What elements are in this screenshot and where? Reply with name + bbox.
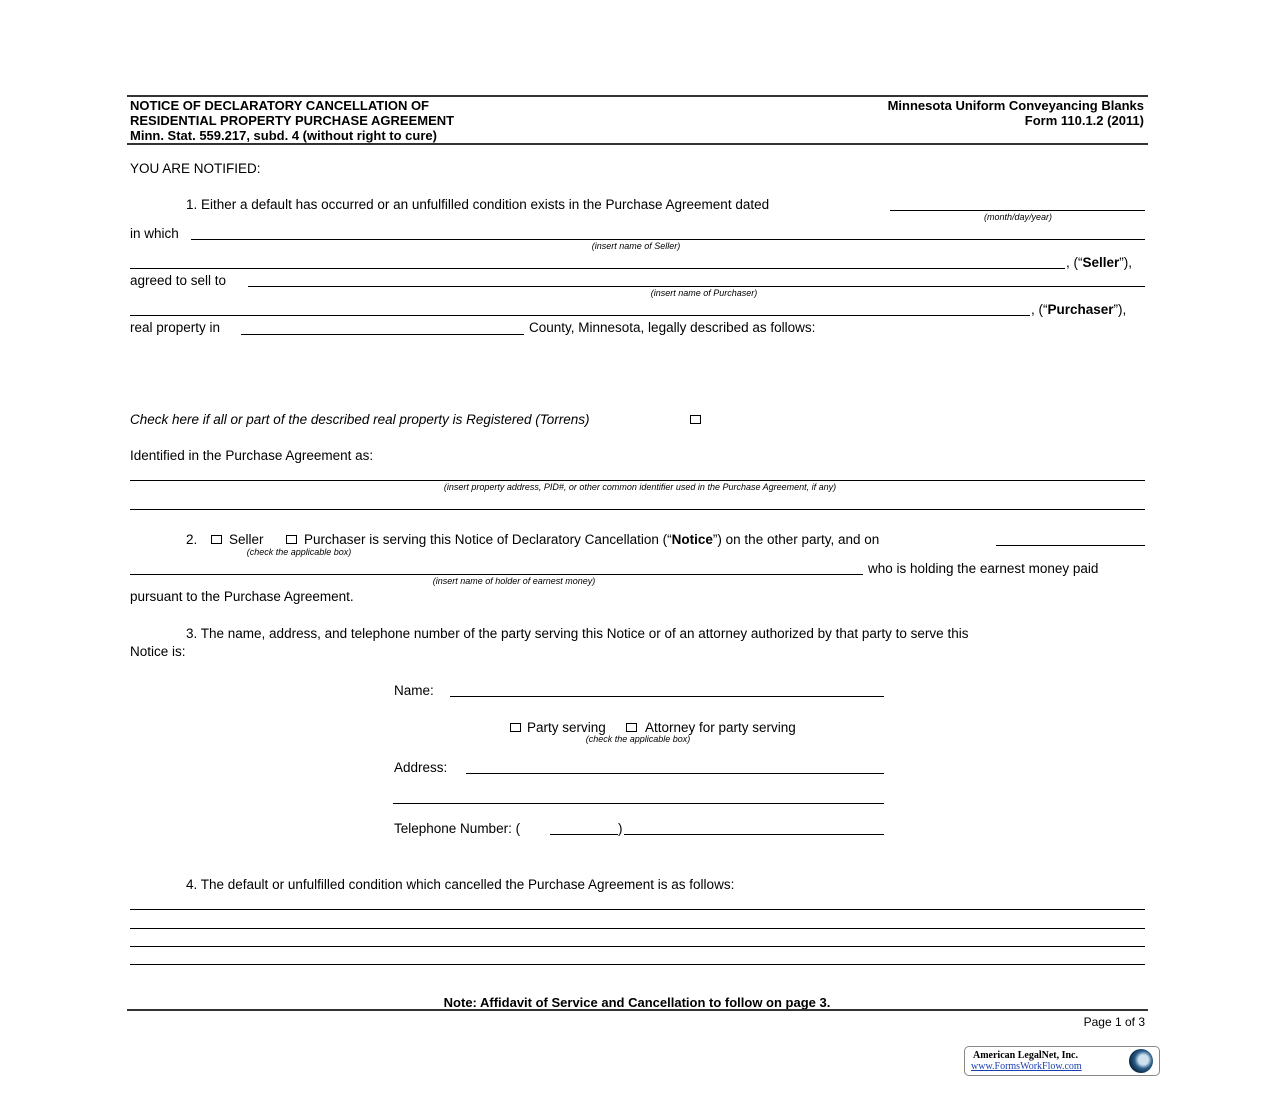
logo-url[interactable]: www.FormsWorkFlow.com (971, 1061, 1082, 1072)
condition-line-4[interactable] (130, 964, 1145, 965)
party-serving-option: Party serving (527, 720, 606, 735)
check-caption: (check the applicable box) (246, 547, 352, 557)
condition-line-3[interactable] (130, 946, 1145, 947)
form-series: Minnesota Uniform Conveyancing Blanks (887, 98, 1144, 113)
purchaser-name-field[interactable] (248, 286, 1145, 287)
holder-caption: (insert name of holder of earnest money) (432, 576, 596, 586)
purchaser-checkbox[interactable] (286, 535, 297, 544)
item3-line-1: 3. The name, address, and telephone number of the party serving this Notice or of an attorney authorized by that party to serve this (186, 626, 969, 641)
holder-field[interactable] (996, 545, 1145, 546)
item2-text (304, 532, 879, 547)
serving-check-caption: (check the applicable box) (585, 734, 691, 744)
title-line-2: RESIDENTIAL PROPERTY PURCHASE AGREEMENT (130, 113, 455, 128)
torrens-label: Check here if all or part of the described real property is Registered (Torrens) (130, 412, 590, 427)
date-field[interactable] (890, 210, 1145, 211)
county-field[interactable] (241, 334, 524, 335)
identifier-field[interactable] (130, 480, 1145, 481)
page-number: Page 1 of 3 (1083, 1015, 1145, 1029)
footer-rule (127, 1009, 1148, 1011)
purchaser-term-open: , (“ (1031, 302, 1048, 317)
item2-text-pre: Purchaser is serving this Notice of Declaratory Cancellation (“ (304, 532, 672, 547)
condition-line-2[interactable] (130, 928, 1145, 929)
telephone-field[interactable] (624, 834, 884, 835)
address-label: Address: (394, 760, 448, 775)
item2-number: 2. (186, 532, 198, 547)
purchaser-term-bold: Purchaser (1047, 302, 1114, 317)
name-label: Name: (394, 683, 434, 698)
pursuant-label: pursuant to the Purchase Agreement. (130, 589, 354, 604)
seller-term-bold: Seller (1082, 255, 1120, 270)
header-rule (127, 143, 1148, 145)
condition-line-1[interactable] (130, 909, 1145, 910)
date-caption: (month/day/year) (983, 212, 1053, 222)
purchaser-term (1031, 302, 1126, 317)
attorney-option: Attorney for party serving (645, 720, 796, 735)
item4-text: 4. The default or unfulfilled condition which cancelled the Purchase Agreement is as follows: (186, 877, 735, 892)
statute-line: Minn. Stat. 559.217, subd. 4 (without right to cure) (130, 128, 437, 143)
county-label: County, Minnesota, legally described as follows: (529, 320, 816, 335)
telephone-label: Telephone Number: ( (394, 821, 521, 836)
holding-label: who is holding the earnest money paid (868, 561, 1099, 576)
seller-term-close: ”), (1119, 255, 1133, 270)
purchaser-name-field-2[interactable] (130, 315, 1030, 316)
seller-term (1066, 255, 1132, 270)
area-code-field[interactable] (550, 834, 618, 835)
top-rule (127, 95, 1148, 97)
item1-text: 1. Either a default has occurred or an unfulfilled condition exists in the Purchase Agreement dated (186, 197, 770, 212)
purchaser-caption: (insert name of Purchaser) (650, 288, 758, 298)
seller-checkbox[interactable] (211, 535, 222, 544)
americanlegalnet-logo[interactable] (964, 1046, 1160, 1076)
seller-name-field[interactable] (191, 239, 1145, 240)
affidavit-note: Note: Affidavit of Service and Cancellation to follow on page 3. (443, 995, 831, 1010)
globe-icon (1129, 1049, 1153, 1073)
identified-label: Identified in the Purchase Agreement as: (130, 448, 374, 463)
form-number: Form 110.1.2 (2011) (1024, 113, 1144, 128)
torrens-checkbox[interactable] (690, 415, 701, 424)
identifier-caption: (insert property address, PID#, or other common identifier used in the Purchase Agreement, if any) (443, 482, 837, 492)
item2-text-post: ”) on the other party, and on (712, 532, 880, 547)
seller-name-field-2[interactable] (130, 268, 1065, 269)
real-property-label: real property in (130, 320, 221, 335)
purchaser-term-close: ”), (1113, 302, 1127, 317)
address-field-2[interactable] (393, 803, 884, 804)
notice-term: Notice (671, 532, 713, 547)
name-field[interactable] (450, 696, 884, 697)
seller-caption: (insert name of Seller) (591, 241, 681, 251)
seller-option: Seller (229, 532, 264, 547)
attorney-checkbox[interactable] (626, 723, 637, 732)
intro: YOU ARE NOTIFIED: (130, 161, 261, 176)
identifier-field-2[interactable] (130, 509, 1145, 510)
in-which-label: in which (130, 226, 179, 241)
title-line-1: NOTICE OF DECLARATORY CANCELLATION OF (130, 98, 429, 113)
holder-name-field[interactable] (130, 574, 863, 575)
agreed-label: agreed to sell to (130, 273, 227, 288)
party-serving-checkbox[interactable] (510, 723, 521, 732)
logo-company: American LegalNet, Inc. (973, 1050, 1078, 1061)
seller-term-open: , (“ (1066, 255, 1083, 270)
tel-close-paren: ) (618, 821, 623, 836)
address-field[interactable] (466, 773, 884, 774)
item3-line-2: Notice is: (130, 644, 186, 659)
